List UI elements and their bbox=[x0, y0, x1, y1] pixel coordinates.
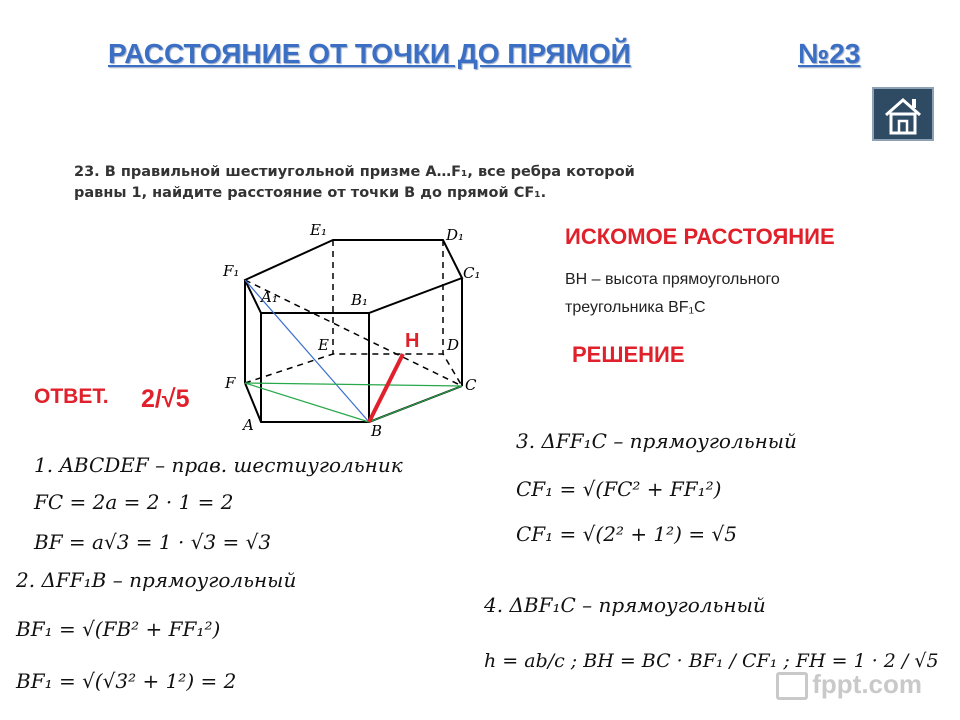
step4-head: 4. ΔBF₁C – прямоугольный bbox=[484, 593, 766, 617]
home-button[interactable] bbox=[872, 87, 934, 141]
label-e: E bbox=[318, 336, 329, 354]
bottom-visible bbox=[245, 383, 462, 422]
page-title: РАССТОЯНИЕ ОТ ТОЧКИ ДО ПРЯМОЙ bbox=[108, 38, 631, 69]
label-f: F bbox=[225, 374, 236, 392]
sought-line-2: треугольника BF₁C bbox=[565, 299, 706, 316]
watermark: fppt.com bbox=[776, 669, 922, 700]
step3-head: 3. ΔFF₁C – прямоугольный bbox=[516, 429, 797, 453]
solution-heading: РЕШЕНИЕ bbox=[572, 342, 685, 367]
step1-line1: FC = 2a = 2 · 1 = 2 bbox=[34, 490, 234, 514]
segment-fc bbox=[245, 383, 462, 386]
bottom-hidden bbox=[245, 354, 462, 386]
label-d1: D₁ bbox=[446, 226, 465, 244]
sought-line-1: BH – высота прямоугольного bbox=[565, 271, 780, 288]
problem-statement bbox=[74, 162, 635, 204]
label-e1: E₁ bbox=[310, 221, 327, 239]
prism-figure bbox=[215, 218, 485, 440]
step1-line2: BF = a√3 = 1 · √3 = √3 bbox=[34, 530, 272, 554]
label-a: A bbox=[243, 416, 254, 434]
home-icon bbox=[874, 89, 932, 139]
step2-line2: BF₁ = √(√3² + 1²) = 2 bbox=[16, 669, 237, 693]
label-c1: C₁ bbox=[463, 264, 481, 282]
step4-line1: h = ab/c ; BH = BC · BF₁ / CF₁ ; FH = 1 · 2 / √5 bbox=[484, 650, 939, 672]
segment-fb bbox=[245, 383, 369, 422]
step2-line1: BF₁ = √(FB² + FF₁²) bbox=[16, 617, 221, 641]
label-b1: B₁ bbox=[351, 291, 369, 309]
sought-heading: ИСКОМОЕ РАССТОЯНИЕ bbox=[565, 224, 835, 249]
step1-head: 1. ABCDEF – прав. шестиугольник bbox=[34, 453, 403, 477]
label-f1: F₁ bbox=[223, 262, 240, 280]
problem-line-1: 23. В правильной шестиугольной призме A…F₁, все ребра которой bbox=[74, 164, 635, 180]
step3-line2: CF₁ = √(2² + 1²) = √5 bbox=[516, 522, 737, 546]
watermark-icon bbox=[776, 672, 808, 700]
problem-line-2: равны 1, найдите расстояние от точки B до прямой CF₁. bbox=[74, 185, 547, 201]
label-d: D bbox=[447, 336, 460, 354]
answer-label: ОТВЕТ. bbox=[34, 385, 109, 408]
step2-head: 2. ΔFF₁B – прямоугольный bbox=[16, 568, 297, 592]
label-a1: A₁ bbox=[261, 288, 278, 306]
label-c: C bbox=[465, 376, 477, 394]
step3-line1: CF₁ = √(FC² + FF₁²) bbox=[516, 477, 722, 501]
label-b: B bbox=[371, 422, 383, 440]
sought-description bbox=[565, 266, 895, 322]
answer-value: 2/√5 bbox=[141, 385, 190, 413]
problem-number: №23 bbox=[798, 38, 861, 69]
label-h: H bbox=[405, 330, 420, 352]
